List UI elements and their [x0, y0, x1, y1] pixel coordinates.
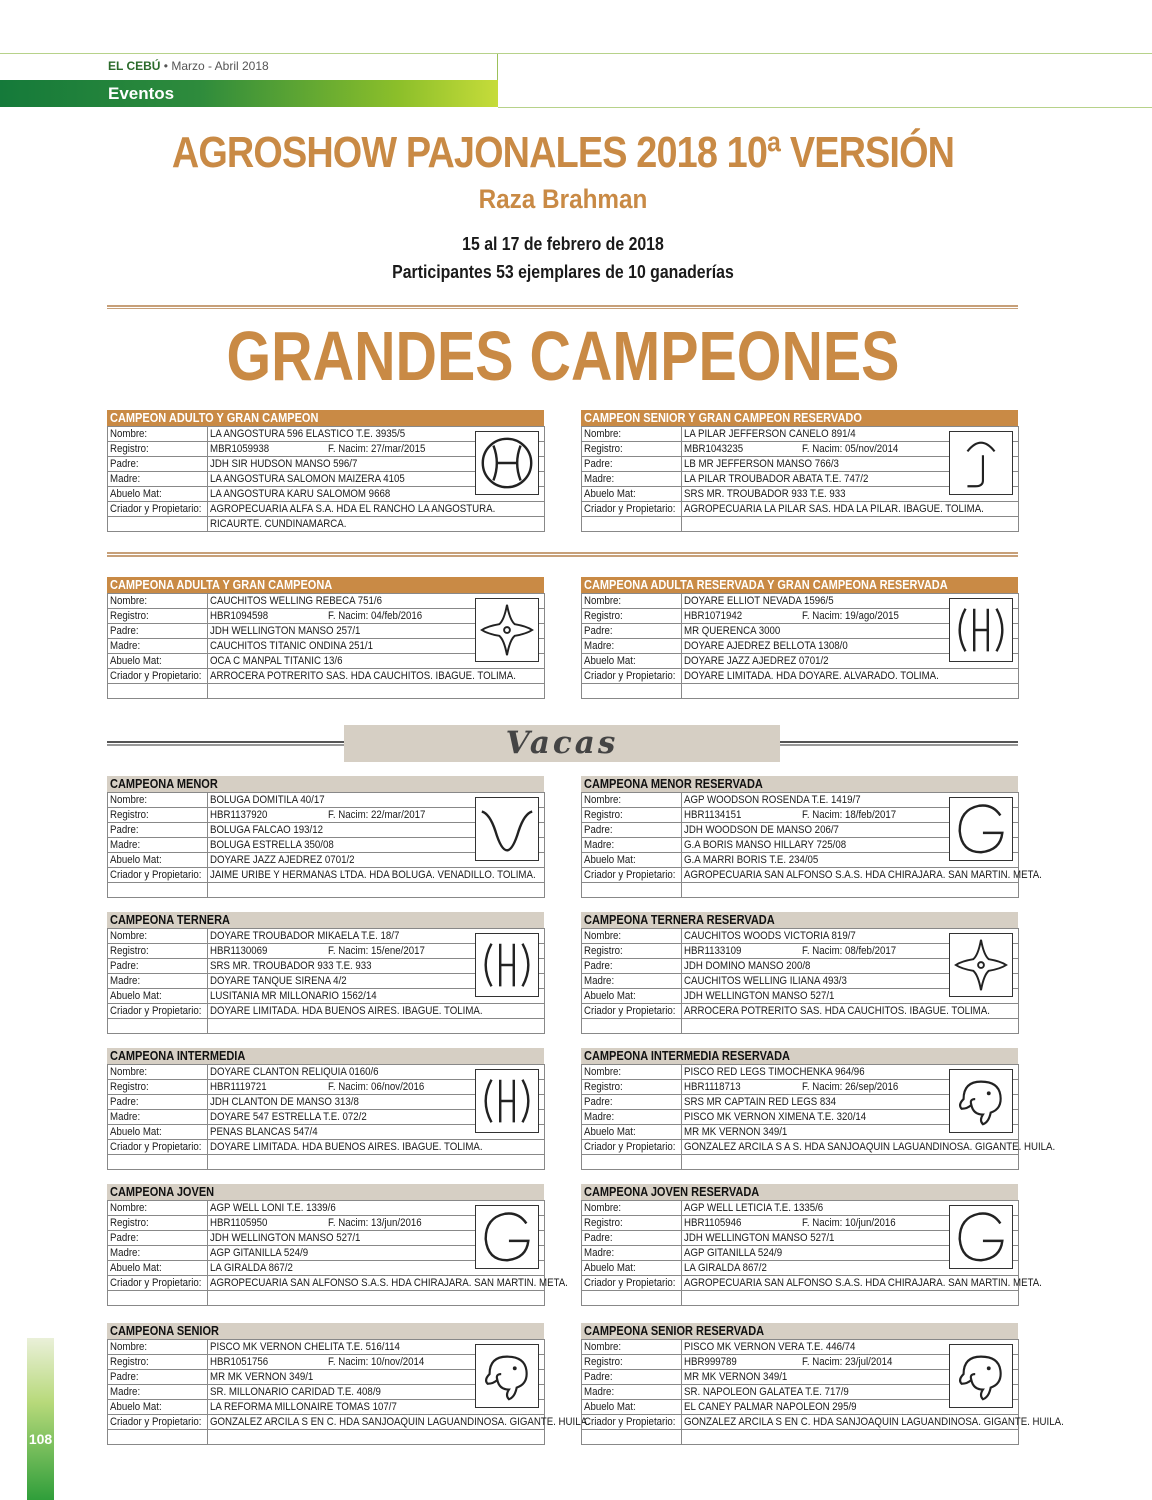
madre-label: Madre: — [108, 1110, 208, 1125]
criador-value: GONZALEZ ARCILA S EN C. HDA SANJOAQUIN LAGUANDINOSA. GIGANTE. HUILA. — [682, 1415, 1019, 1430]
madre-label: Madre: — [582, 1110, 682, 1125]
registro-label: Registro: — [108, 808, 208, 823]
padre-label: Padre: — [582, 823, 682, 838]
registro-label: Registro: — [108, 1355, 208, 1370]
abuelo-value: LUSITANIA MR MILLONARIO 1562/14 — [208, 989, 545, 1004]
nombre-label: Nombre: — [582, 1065, 682, 1080]
padre-label: Padre: — [108, 1231, 208, 1246]
section-label: Eventos — [108, 84, 175, 103]
extra-value — [682, 517, 1019, 532]
award-card — [581, 1323, 1064, 1445]
nombre-value: CAUCHITOS WOODS VICTORIA 819/7 — [682, 929, 1019, 944]
padre-value: SRS MR CAPTAIN RED LEGS 834 — [682, 1095, 1019, 1110]
nombre-value: LA ANGOSTURA 596 ELASTICO T.E. 3935/5 — [208, 427, 545, 442]
extra-label — [108, 1291, 208, 1306]
criador-row — [108, 868, 545, 883]
abuelo-label: Abuelo Mat: — [108, 487, 208, 502]
madre-label: Madre: — [108, 1385, 208, 1400]
padre-value: LB MR JEFFERSON MANSO 766/3 — [682, 457, 1019, 472]
extra-value — [682, 1155, 1019, 1170]
padre-label: Padre: — [108, 624, 208, 639]
abuelo-value: OCA C MANPAL TITANIC 13/6 — [208, 654, 545, 669]
criador-row — [108, 1004, 545, 1019]
registro-label: Registro: — [582, 808, 682, 823]
abuelo-label: Abuelo Mat: — [108, 1125, 208, 1140]
award-card — [107, 1184, 568, 1306]
padre-value: JDH DOMINO MANSO 200/8 — [682, 959, 1019, 974]
madre-value: CAUCHITOS TITANIC ONDINA 251/1 — [208, 639, 545, 654]
nombre-label: Nombre: — [582, 929, 682, 944]
criador-label: Criador y Propietario: — [582, 669, 682, 684]
criador-row — [108, 1276, 545, 1291]
madre-value: BOLUGA ESTRELLA 350/08 — [208, 838, 545, 853]
padre-label: Padre: — [582, 1231, 682, 1246]
registro-label: Registro: — [582, 1355, 682, 1370]
abuelo-label: Abuelo Mat: — [582, 1261, 682, 1276]
madre-label: Madre: — [582, 639, 682, 654]
vacas-label: Vacas — [344, 725, 780, 762]
title-divider — [107, 305, 1018, 309]
padre-value: SRS MR. TROUBADOR 933 T.E. 933 — [208, 959, 545, 974]
letter-g-icon — [475, 1205, 539, 1269]
madre-value: DOYARE 547 ESTRELLA T.E. 072/2 — [208, 1110, 545, 1125]
extra-label — [108, 517, 208, 532]
vacas-line-left — [107, 741, 344, 746]
paren-h-icon — [475, 1069, 539, 1133]
registro-value: HBR1051756 F. Nacim: 10/nov/2014 — [208, 1355, 545, 1370]
page-number: 108 — [28, 1431, 53, 1447]
registro-label: Registro: — [108, 1216, 208, 1231]
padre-value: MR MK VERNON 349/1 — [682, 1370, 1019, 1385]
registro-value: HBR1119721 F. Nacim: 06/nov/2016 — [208, 1080, 545, 1095]
abuelo-value: MR MK VERNON 349/1 — [682, 1125, 1019, 1140]
abuelo-value: EL CANEY PALMAR NAPOLEON 295/9 — [682, 1400, 1019, 1415]
award-card — [581, 912, 1018, 1034]
madre-label: Madre: — [108, 1246, 208, 1261]
criador-value: DOYARE LIMITADA. HDA BUENOS AIRES. IBAGUE. TOLIMA. — [208, 1140, 545, 1155]
nombre-value: PISCO MK VERNON VERA T.E. 446/74 — [682, 1340, 1019, 1355]
extra-label — [582, 1019, 682, 1034]
criador-row — [582, 868, 1019, 883]
registro-value: HBR1105950 F. Nacim: 13/jun/2016 — [208, 1216, 545, 1231]
elephant-icon — [949, 1344, 1013, 1408]
padre-value: MR QUERENCA 3000 — [682, 624, 1019, 639]
criador-value: ARROCERA POTRERITO SAS. HDA CAUCHITOS. IBAGUE. TOLIMA. — [208, 669, 545, 684]
registro-label: Registro: — [108, 609, 208, 624]
event-participants: Participantes 53 ejemplares de 10 ganaderías — [392, 262, 734, 282]
award-title: CAMPEON SENIOR Y GRAN CAMPEON RESERVADO — [581, 410, 1018, 426]
padre-label: Padre: — [582, 959, 682, 974]
padre-value: JDH WOODSON DE MANSO 206/7 — [682, 823, 1019, 838]
nombre-value: PISCO MK VERNON CHELITA T.E. 516/114 — [208, 1340, 545, 1355]
award-title: CAMPEONA JOVEN — [107, 1184, 544, 1200]
extra-value — [682, 1430, 1019, 1445]
criador-value: AGROPECUARIA LA PILAR SAS. HDA LA PILAR. IBAGUE. TOLIMA. — [682, 502, 1019, 517]
nombre-label: Nombre: — [582, 594, 682, 609]
criador-row — [582, 1276, 1019, 1291]
criador-value: JAIME URIBE Y HERMANAS LTDA. HDA BOLUGA. VENADILLO. TOLIMA. — [208, 868, 545, 883]
award-title: CAMPEON ADULTO Y GRAN CAMPEON — [107, 410, 544, 426]
extra-label — [108, 1155, 208, 1170]
big-title: GRANDES CAMPEONES — [226, 317, 900, 395]
abuelo-label: Abuelo Mat: — [108, 989, 208, 1004]
award-title: CAMPEONA TERNERA RESERVADA — [581, 912, 1018, 928]
criador-row — [108, 1415, 545, 1430]
criador-label: Criador y Propietario: — [582, 1276, 682, 1291]
extra-label — [108, 883, 208, 898]
registro-label: Registro: — [582, 944, 682, 959]
padre-label: Padre: — [108, 457, 208, 472]
abuelo-value: DOYARE JAZZ AJEDREZ 0701/2 — [682, 654, 1019, 669]
madre-value: LA ANGOSTURA SALOMON MAIZERA 4105 — [208, 472, 545, 487]
award-card — [107, 1048, 544, 1170]
award-card — [581, 577, 1018, 699]
criador-value: GONZALEZ ARCILA S EN C. HDA SANJOAQUIN LAGUANDINOSA. GIGANTE. HUILA. — [208, 1415, 545, 1430]
extra-value — [682, 1019, 1019, 1034]
abuelo-label: Abuelo Mat: — [582, 853, 682, 868]
criador-label: Criador y Propietario: — [108, 1004, 208, 1019]
nombre-value: DOYARE TROUBADOR MIKAELA T.E. 18/7 — [208, 929, 545, 944]
nombre-value: AGP WELL LETICIA T.E. 1335/6 — [682, 1201, 1019, 1216]
star-dot-icon — [949, 933, 1013, 997]
section-divider — [107, 552, 1018, 557]
hook-j-icon — [949, 431, 1013, 495]
criador-label: Criador y Propietario: — [108, 1415, 208, 1430]
extra-row — [108, 517, 545, 532]
extra-row — [108, 883, 545, 898]
nombre-label: Nombre: — [582, 793, 682, 808]
padre-label: Padre: — [582, 624, 682, 639]
award-title: CAMPEONA ADULTA Y GRAN CAMPEONA — [107, 577, 544, 593]
padre-value: MR MK VERNON 349/1 — [208, 1370, 545, 1385]
madre-label: Madre: — [108, 974, 208, 989]
event-dates: 15 al 17 de febrero de 2018 — [462, 234, 664, 254]
extra-row — [582, 1155, 1019, 1170]
madre-value: SR. NAPOLEON GALATEA T.E. 717/9 — [682, 1385, 1019, 1400]
extra-value — [682, 883, 1019, 898]
extra-row — [582, 1291, 1019, 1306]
award-title: CAMPEONA INTERMEDIA — [107, 1048, 544, 1064]
criador-value: AGROPECUARIA SAN ALFONSO S.A.S. HDA CHIRAJARA. SAN MARTIN. META. — [682, 868, 1019, 883]
criador-row — [582, 502, 1019, 517]
criador-label: Criador y Propietario: — [108, 669, 208, 684]
padre-label: Padre: — [108, 959, 208, 974]
nombre-value: DOYARE ELLIOT NEVADA 1596/5 — [682, 594, 1019, 609]
criador-label: Criador y Propietario: — [108, 1276, 208, 1291]
extra-label — [108, 1019, 208, 1034]
award-card — [107, 776, 544, 898]
abuelo-value: DOYARE JAZZ AJEDREZ 0701/2 — [208, 853, 545, 868]
nombre-value: AGP WOODSON ROSENDA T.E. 1419/7 — [682, 793, 1019, 808]
extra-row — [108, 1430, 545, 1445]
extra-label — [108, 684, 208, 699]
registro-value: HBR1134151 F. Nacim: 18/feb/2017 — [682, 808, 1019, 823]
padre-label: Padre: — [108, 1095, 208, 1110]
registro-label: Registro: — [582, 1216, 682, 1231]
extra-row — [108, 684, 545, 699]
award-title: CAMPEONA MENOR — [107, 776, 544, 792]
extra-row — [582, 1430, 1019, 1445]
registro-value: HBR1130069 F. Nacim: 15/ene/2017 — [208, 944, 545, 959]
registro-label: Registro: — [108, 944, 208, 959]
criador-label: Criador y Propietario: — [582, 1004, 682, 1019]
criador-row — [108, 1140, 545, 1155]
issue-date: Marzo - Abril 2018 — [171, 59, 269, 73]
nombre-value: PISCO RED LEGS TIMOCHENKA 964/96 — [682, 1065, 1019, 1080]
extra-value — [208, 1155, 545, 1170]
abuelo-value: LA REFORMA MILLONAIRE TOMAS 107/7 — [208, 1400, 545, 1415]
madre-value: CAUCHITOS WELLING ILIANA 493/3 — [682, 974, 1019, 989]
vacas-banner — [107, 725, 1018, 763]
extra-row — [108, 1155, 545, 1170]
extra-row — [582, 684, 1019, 699]
section-bar — [0, 80, 498, 107]
registro-value: HBR1118713 F. Nacim: 26/sep/2016 — [682, 1080, 1019, 1095]
padre-label: Padre: — [108, 1370, 208, 1385]
extra-value — [208, 1291, 545, 1306]
madre-label: Madre: — [108, 639, 208, 654]
extra-value — [682, 1291, 1019, 1306]
madre-value: DOYARE TANQUE SIRENA 4/2 — [208, 974, 545, 989]
extra-row — [582, 517, 1019, 532]
award-card — [581, 410, 1018, 532]
criador-value: DOYARE LIMITADA. HDA DOYARE. ALVARADO. TOLIMA. — [682, 669, 1019, 684]
extra-label — [582, 1291, 682, 1306]
madre-value: DOYARE AJEDREZ BELLOTA 1308/0 — [682, 639, 1019, 654]
padre-value: JDH CLANTON DE MANSO 313/8 — [208, 1095, 545, 1110]
abuelo-value: LA ANGOSTURA KARU SALOMOM 9668 — [208, 487, 545, 502]
extra-label — [582, 517, 682, 532]
extra-label — [582, 883, 682, 898]
nombre-value: BOLUGA DOMITILA 40/17 — [208, 793, 545, 808]
padre-value: JDH WELLINGTON MANSO 527/1 — [208, 1231, 545, 1246]
criador-label: Criador y Propietario: — [582, 1140, 682, 1155]
madre-label: Madre: — [108, 472, 208, 487]
nombre-label: Nombre: — [582, 1201, 682, 1216]
extra-value — [208, 883, 545, 898]
madre-value: G.A BORIS MANSO HILLARY 725/08 — [682, 838, 1019, 853]
nombre-value: CAUCHITOS WELLING REBECA 751/6 — [208, 594, 545, 609]
registro-value: HBR1071942 F. Nacim: 19/ago/2015 — [682, 609, 1019, 624]
madre-label: Madre: — [108, 838, 208, 853]
u-curve-icon — [475, 797, 539, 861]
criador-value: DOYARE LIMITADA. HDA BUENOS AIRES. IBAGUE. TOLIMA. — [208, 1004, 545, 1019]
criador-label: Criador y Propietario: — [582, 1415, 682, 1430]
registro-label: Registro: — [108, 1080, 208, 1095]
nombre-label: Nombre: — [108, 929, 208, 944]
madre-value: PISCO MK VERNON XIMENA T.E. 320/14 — [682, 1110, 1019, 1125]
vacas-line-right — [780, 741, 1018, 746]
abuelo-value: JDH WELLINGTON MANSO 527/1 — [682, 989, 1019, 1004]
registro-label: Registro: — [108, 442, 208, 457]
madre-value: AGP GITANILLA 524/9 — [208, 1246, 545, 1261]
criador-value: AGROPECUARIA SAN ALFONSO S.A.S. HDA CHIRAJARA. SAN MARTIN. META. — [682, 1276, 1019, 1291]
paren-h-icon — [949, 598, 1013, 662]
nombre-label: Nombre: — [582, 427, 682, 442]
registro-value: HBR1137920 F. Nacim: 22/mar/2017 — [208, 808, 545, 823]
award-card — [581, 1048, 1056, 1170]
nombre-label: Nombre: — [108, 1065, 208, 1080]
abuelo-label: Abuelo Mat: — [108, 1400, 208, 1415]
extra-row — [108, 1291, 545, 1306]
magazine-name: EL CEBÚ — [108, 59, 161, 73]
elephant-icon — [949, 1069, 1013, 1133]
abuelo-value: PENAS BLANCAS 547/4 — [208, 1125, 545, 1140]
page-number-bar — [27, 1338, 54, 1500]
padre-label: Padre: — [582, 457, 682, 472]
padre-value: JDH SIR HUDSON MANSO 596/7 — [208, 457, 545, 472]
award-card — [107, 577, 544, 699]
nombre-label: Nombre: — [582, 1340, 682, 1355]
abuelo-value: G.A MARRI BORIS T.E. 234/05 — [682, 853, 1019, 868]
madre-value: LA PILAR TROUBADOR ABATA T.E. 747/2 — [682, 472, 1019, 487]
abuelo-value: LA GIRALDA 867/2 — [682, 1261, 1019, 1276]
padre-value: JDH WELLINGTON MANSO 527/1 — [682, 1231, 1019, 1246]
circle-h-icon — [475, 431, 539, 495]
criador-label: Criador y Propietario: — [582, 868, 682, 883]
nombre-label: Nombre: — [108, 427, 208, 442]
extra-value: RICAURTE. CUNDINAMARCA. — [208, 517, 545, 532]
madre-label: Madre: — [582, 974, 682, 989]
letter-g-icon — [949, 797, 1013, 861]
abuelo-label: Abuelo Mat: — [582, 1125, 682, 1140]
extra-value — [208, 1430, 545, 1445]
criador-value: AGROPECUARIA ALFA S.A. HDA EL RANCHO LA ANGOSTURA. — [208, 502, 545, 517]
extra-value — [208, 684, 545, 699]
award-card — [581, 776, 1042, 898]
criador-row — [582, 1140, 1019, 1155]
abuelo-label: Abuelo Mat: — [582, 1400, 682, 1415]
letter-g-icon — [949, 1205, 1013, 1269]
registro-label: Registro: — [582, 442, 682, 457]
award-card — [107, 1323, 590, 1445]
extra-label — [582, 684, 682, 699]
madre-label: Madre: — [582, 838, 682, 853]
registro-value: HBR999789 F. Nacim: 23/jul/2014 — [682, 1355, 1019, 1370]
registro-value: HBR1094598 F. Nacim: 04/feb/2016 — [208, 609, 545, 624]
award-title: CAMPEONA SENIOR — [107, 1323, 544, 1339]
award-title: CAMPEONA ADULTA RESERVADA Y GRAN CAMPEONA RESERVADA — [581, 577, 1018, 593]
award-title: CAMPEONA MENOR RESERVADA — [581, 776, 1018, 792]
abuelo-label: Abuelo Mat: — [108, 654, 208, 669]
criador-label: Criador y Propietario: — [582, 502, 682, 517]
criador-row — [582, 1004, 1019, 1019]
madre-label: Madre: — [582, 1385, 682, 1400]
padre-value: BOLUGA FALCAO 193/12 — [208, 823, 545, 838]
nombre-label: Nombre: — [108, 594, 208, 609]
padre-label: Padre: — [108, 823, 208, 838]
award-title: CAMPEONA JOVEN RESERVADA — [581, 1184, 1018, 1200]
abuelo-label: Abuelo Mat: — [582, 989, 682, 1004]
event-title: AGROSHOW PAJONALES 2018 10ª VERSIÓN — [171, 128, 955, 177]
award-card — [581, 1184, 1042, 1306]
abuelo-label: Abuelo Mat: — [582, 654, 682, 669]
extra-value — [682, 684, 1019, 699]
criador-row — [108, 502, 545, 517]
abuelo-value: SRS MR. TROUBADOR 933 T.E. 933 — [682, 487, 1019, 502]
paren-h-icon — [475, 933, 539, 997]
padre-label: Padre: — [582, 1370, 682, 1385]
extra-row — [582, 1019, 1019, 1034]
madre-label: Madre: — [582, 472, 682, 487]
award-title: CAMPEONA SENIOR RESERVADA — [581, 1323, 1018, 1339]
criador-value: ARROCERA POTRERITO SAS. HDA CAUCHITOS. IBAGUE. TOLIMA. — [682, 1004, 1019, 1019]
nombre-label: Nombre: — [108, 1201, 208, 1216]
madre-value: AGP GITANILLA 524/9 — [682, 1246, 1019, 1261]
nombre-label: Nombre: — [108, 1340, 208, 1355]
elephant-icon — [475, 1344, 539, 1408]
abuelo-value: LA GIRALDA 867/2 — [208, 1261, 545, 1276]
abuelo-label: Abuelo Mat: — [582, 487, 682, 502]
criador-value: AGROPECUARIA SAN ALFONSO S.A.S. HDA CHIRAJARA. SAN MARTIN. META. — [208, 1276, 545, 1291]
registro-value: MBR1059938 F. Nacim: 27/mar/2015 — [208, 442, 545, 457]
criador-label: Criador y Propietario: — [108, 1140, 208, 1155]
extra-row — [108, 1019, 545, 1034]
padre-label: Padre: — [582, 1095, 682, 1110]
madre-value: SR. MILLONARIO CARIDAD T.E. 408/9 — [208, 1385, 545, 1400]
magazine-header: EL CEBÚ • Marzo - Abril 2018 — [0, 54, 498, 80]
registro-value: HBR1105946 F. Nacim: 10/jun/2016 — [682, 1216, 1019, 1231]
extra-label — [582, 1430, 682, 1445]
registro-value: MBR1043235 F. Nacim: 05/nov/2014 — [682, 442, 1019, 457]
award-title: CAMPEONA INTERMEDIA RESERVADA — [581, 1048, 1018, 1064]
award-card — [107, 410, 544, 532]
criador-label: Criador y Propietario: — [108, 868, 208, 883]
madre-label: Madre: — [582, 1246, 682, 1261]
criador-row — [108, 669, 545, 684]
padre-value: JDH WELLINGTON MANSO 257/1 — [208, 624, 545, 639]
registro-label: Registro: — [582, 1080, 682, 1095]
nombre-value: LA PILAR JEFFERSON CANELO 891/4 — [682, 427, 1019, 442]
nombre-label: Nombre: — [108, 793, 208, 808]
registro-label: Registro: — [582, 609, 682, 624]
criador-value: GONZALEZ ARCILA S A S. HDA SANJOAQUIN LAGUANDINOSA. GIGANTE. HUILA. — [682, 1140, 1019, 1155]
abuelo-label: Abuelo Mat: — [108, 1261, 208, 1276]
extra-value — [208, 1019, 545, 1034]
criador-row — [582, 669, 1019, 684]
award-card — [107, 912, 544, 1034]
abuelo-label: Abuelo Mat: — [108, 853, 208, 868]
section-rule — [498, 107, 1152, 108]
extra-row — [582, 883, 1019, 898]
registro-value: HBR1133109 F. Nacim: 08/feb/2017 — [682, 944, 1019, 959]
nombre-value: AGP WELL LONI T.E. 1339/6 — [208, 1201, 545, 1216]
extra-label — [582, 1155, 682, 1170]
criador-label: Criador y Propietario: — [108, 502, 208, 517]
event-subtitle: Raza Brahman — [478, 184, 648, 214]
award-title: CAMPEONA TERNERA — [107, 912, 544, 928]
extra-label — [108, 1430, 208, 1445]
star-dot-icon — [475, 598, 539, 662]
nombre-value: DOYARE CLANTON RELIQUIA 0160/6 — [208, 1065, 545, 1080]
criador-row — [582, 1415, 1019, 1430]
